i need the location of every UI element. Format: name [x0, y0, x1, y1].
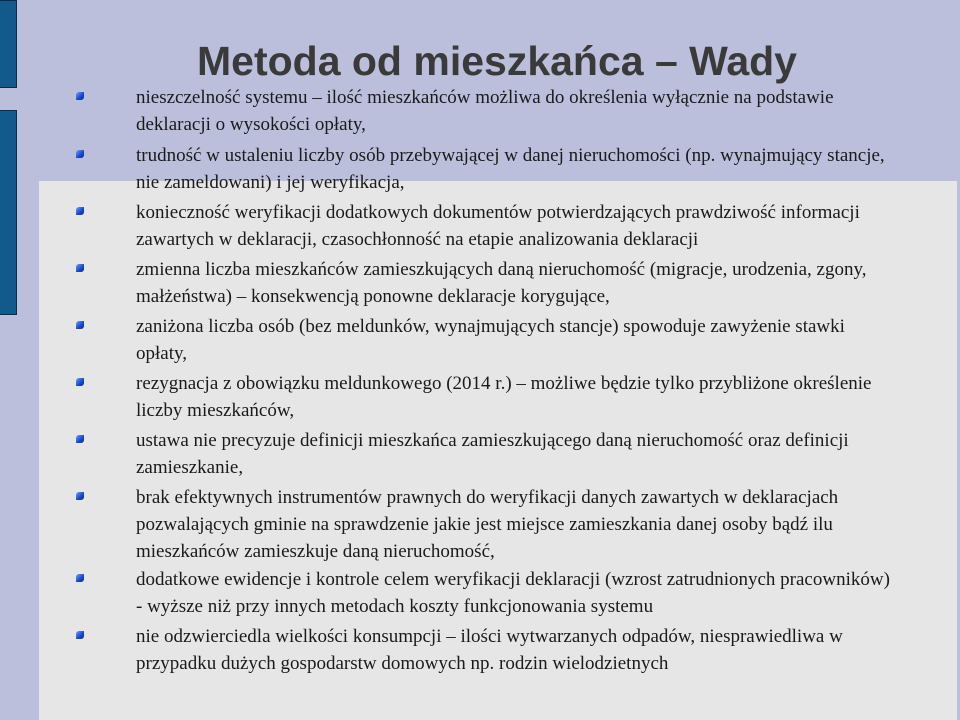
list-item: dodatkowe ewidencje i kontrole celem weryfikacji deklaracji (wzrost zatrudnionych pracowników) - wyższe niż przy innych metodach koszty funkcjonowania systemu — [136, 566, 896, 620]
bullet-icon — [76, 207, 84, 215]
decorative-bar-middle — [0, 110, 17, 315]
bullet-icon — [76, 150, 84, 158]
list-item: konieczność weryfikacji dodatkowych dokumentów potwierdzających prawdziwość informacji zawartych w deklaracji, czasochłonność na etapie analizowania deklaracji — [136, 199, 896, 253]
bullet-icon — [76, 378, 84, 386]
list-item: zmienna liczba mieszkańców zamieszkujących daną nieruchomość (migracje, urodzenia, zgony, małżeństwa) – konsekwencją ponowne deklaracje korygujące, — [136, 256, 896, 310]
bullet-icon — [76, 492, 84, 500]
list-item: nie odzwierciedla wielkości konsumpcji – ilości wytwarzanych odpadów, niesprawiedliwa w przypadku dużych gospodarstw domowych np. rodzin wielodzietnych — [136, 623, 896, 677]
bullet-icon — [76, 435, 84, 443]
list-item: trudność w ustaleniu liczby osób przebywającej w danej nieruchomości (np. wynajmujący stancje, nie zameldowani) i jej weryfikacja, — [136, 142, 896, 196]
list-item: rezygnacja z obowiązku meldunkowego (2014 r.) – możliwe będzie tylko przybliżone określenie liczby mieszkańców, — [136, 370, 896, 424]
list-item: brak efektywnych instrumentów prawnych do weryfikacji danych zawartych w deklaracjach pozwalających gminie na sprawdzenie jakie jest miejsce zamieszkania danej osoby bądź ilu mieszkańców zamieszkuje daną nieruchomość, — [136, 484, 896, 565]
bullet-icon — [76, 92, 84, 100]
list-item: ustawa nie precyzuje definicji mieszkańca zamieszkującego daną nieruchomość oraz definicji zamieszkanie, — [136, 427, 896, 481]
bullet-icon — [76, 631, 84, 639]
bullet-icon — [76, 264, 84, 272]
list-item: zaniżona liczba osób (bez meldunków, wynajmujących stancje) spowoduje zawyżenie stawki opłaty, — [136, 313, 896, 367]
bullet-icon — [76, 321, 84, 329]
slide-title: Metoda od mieszkańca – Wady — [197, 38, 797, 84]
bullet-icon — [76, 574, 84, 582]
list-item: nieszczelność systemu – ilość mieszkańców możliwa do określenia wyłącznie na podstawie deklaracji o wysokości opłaty, — [136, 84, 896, 138]
